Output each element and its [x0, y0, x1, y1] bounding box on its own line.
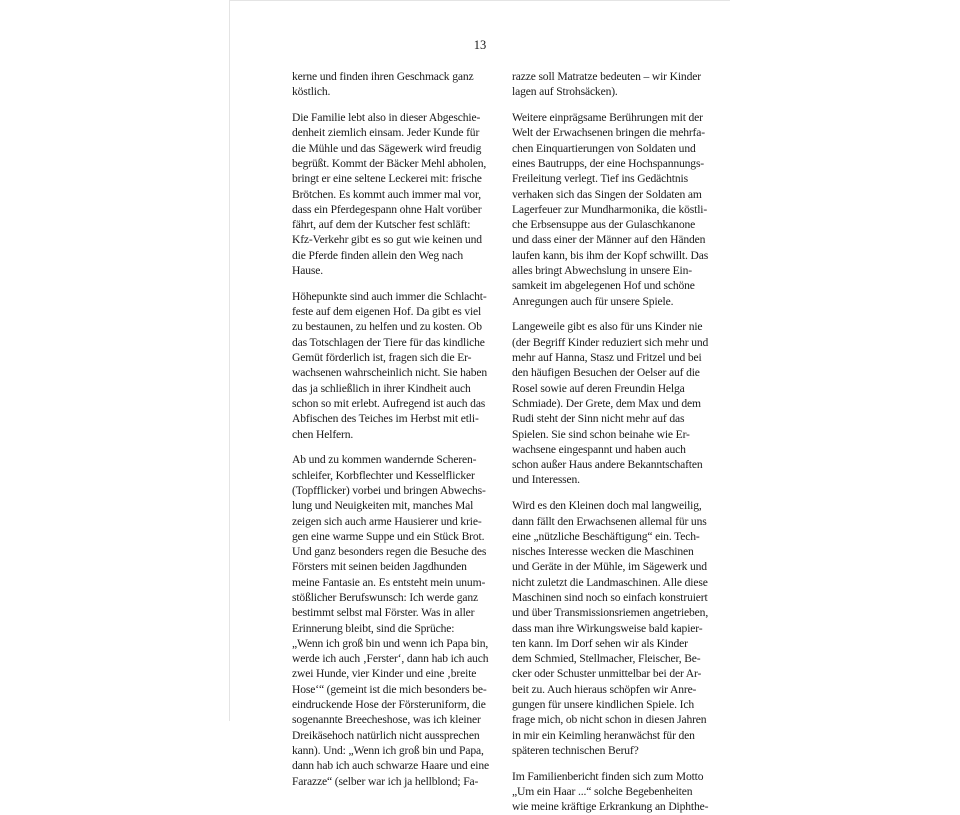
text-line: alles bringt Abwechslung in unsere Ein- — [512, 264, 692, 278]
text-line: lagen auf Strohsäcken). — [512, 85, 618, 99]
text-line: fährt, auf dem der Kutscher fest schläft: — [292, 218, 471, 232]
text-line: Farazze“ (selber war ich ja hellblond; Fa- — [292, 774, 479, 788]
text-line: wie meine kräftige Erkrankung an Diphthe- — [512, 800, 709, 814]
text-line: zwei Hunde, vier Kinder und eine ‚breite — [292, 667, 477, 681]
text-line: Försters mit seinen beiden Jagdhunden — [292, 560, 467, 574]
text-line: Lagerfeuer zur Mundharmonika, die köstli- — [512, 202, 708, 216]
paragraph — [512, 498, 708, 758]
text-line: und über Transmissionsriemen angetrieben, — [512, 606, 709, 620]
text-line: „Wenn ich groß bin und wenn ich Papa bin, — [292, 636, 489, 650]
text-line: köstlich. — [292, 85, 331, 99]
text-line: schon so mit erlebt. Aufregend ist auch das — [292, 396, 486, 410]
text-line: laufen kann, bis ihm der Kopf schwillt. Das — [512, 248, 709, 262]
paragraph — [512, 319, 708, 487]
text-line: frage mich, ob nicht schon in diesen Jahren — [512, 713, 707, 727]
text-line: dem Schmied, Stellmacher, Fleischer, Be- — [512, 652, 701, 666]
text-line: chen Einquartierungen von Soldaten und — [512, 141, 696, 155]
text-line: Abfischen des Teiches im Herbst mit etli- — [292, 412, 479, 426]
text-line: Weitere einprägsame Berührungen mit der — [512, 111, 703, 125]
text-line: sogenannte Breecheshose, was ich kleiner — [292, 713, 481, 727]
paragraph — [512, 769, 708, 815]
text-line: Gemüt förderlich ist, fragen sich die Er- — [292, 351, 472, 365]
text-line: feste auf dem eigenen Hof. Da gibt es viel — [292, 305, 482, 319]
text-line: schon außer Haus andere Bekanntschaften — [512, 458, 703, 472]
text-line: dann hab ich auch schwarze Haare und eine — [292, 759, 489, 773]
text-line: in mir ein Keimling heranwächst für den — [512, 728, 695, 742]
text-line: (der Begriff Kinder reduziert sich mehr und — [512, 335, 709, 349]
text-line: gen eine warme Suppe und ein Stück Brot. — [292, 529, 485, 543]
text-line: eine „nützliche Beschäftigung“ ein. Tech- — [512, 529, 700, 543]
text-line: Die Familie lebt also in dieser Abgeschie- — [292, 111, 481, 125]
text-line: Wird es den Kleinen doch mal langweilig, — [512, 499, 702, 513]
text-line: wachsene eingespannt und haben auch — [512, 442, 686, 456]
text-line: Hause. — [292, 264, 323, 278]
text-line: lung und Neuigkeiten mit, manches Mal — [292, 499, 474, 513]
text-line: dass ein Pferdegespann ohne Halt vorüber — [292, 202, 482, 216]
text-line: eindruckende Hose der Försteruniform, die — [292, 698, 486, 712]
text-line: Welt der Erwachsenen bringen die mehrfa- — [512, 126, 705, 140]
text-line: cker oder Schuster unmittelbar bei der Ar- — [512, 667, 702, 681]
text-line: begrüßt. Kommt der Bäcker Mehl abholen, — [292, 156, 487, 170]
text-line: Langeweile gibt es also für uns Kinder nie — [512, 320, 703, 334]
left-text-column — [292, 69, 487, 789]
text-line: stößlicher Berufswunsch: Ich werde ganz — [292, 591, 479, 604]
text-line: samkeit im abgelegenen Hof und schöne — [512, 279, 695, 293]
text-line: Dreikäsehoch natürlich nicht aussprechen — [292, 728, 480, 742]
text-line: Rosel sowie auf deren Freundin Helga — [512, 381, 685, 395]
text-line: „Um ein Haar ...“ solche Begebenheiten — [512, 785, 693, 799]
text-line: Erinnerung bleibt, sind die Sprüche: — [292, 621, 455, 635]
text-line: razze soll Matratze bedeuten – wir Kinder — [512, 70, 701, 83]
text-line: schleifer, Korbflechter und Kesselflicker — [292, 468, 475, 482]
text-line: werde ich auch ‚Ferster‘, dann hab ich auch — [292, 652, 489, 666]
right-text-column — [512, 69, 708, 815]
text-line: den häufigen Besuchen der Oelser auf die — [512, 366, 700, 380]
text-line: chen Helfern. — [292, 427, 354, 441]
text-line: dann fällt den Erwachsenen allemal für uns — [512, 514, 707, 528]
text-line: Maschinen sind noch so einfach konstruiert — [512, 591, 708, 604]
text-line: kerne und finden ihren Geschmack ganz — [292, 70, 474, 83]
text-line: das Totschlagen der Tiere für das kindliche — [292, 335, 485, 349]
text-line: beit zu. Auch hieraus schöpfen wir Anre- — [512, 682, 697, 696]
paragraph — [292, 110, 487, 278]
text-line: gungen für unsere kindlichen Spiele. Ich — [512, 698, 695, 712]
text-line: (Topfflicker) vorbei und bringen Abwechs- — [292, 483, 486, 497]
text-line: zeigen sich auch arme Hausierer und krie- — [292, 514, 482, 528]
text-line: bestimmt selbst mal Förster. Was in aller — [292, 606, 475, 620]
text-line: zu bestaunen, zu helfen und zu kosten. Ob — [292, 320, 482, 334]
text-line: mehr auf Hanna, Stasz und Fritzel und bei — [512, 351, 702, 365]
text-line: verhaken sich das Singen der Soldaten am — [512, 187, 702, 201]
document-page — [229, 0, 730, 814]
text-line: Höhepunkte sind auch immer die Schlacht- — [292, 289, 487, 303]
text-line: kann). Und: „Wenn ich groß bin und Papa, — [292, 743, 484, 757]
text-line: die Mühle und das Sägewerk wird freudig — [292, 141, 482, 155]
text-line: nisches Interesse wecken die Maschinen — [512, 545, 694, 559]
text-line: che Erbsensuppe aus der Gulaschkanone — [512, 218, 696, 232]
text-line: Brötchen. Es kommt auch immer mal vor, — [292, 187, 481, 201]
text-line: und Geräte in der Mühle, im Sägewerk und — [512, 560, 707, 574]
text-line: und Interessen. — [512, 473, 580, 487]
text-line: Freileitung verlegt. Tief ins Gedächtnis — [512, 172, 688, 186]
text-line: die Pferde finden allein den Weg nach — [292, 248, 464, 262]
text-line: Und ganz besonders regen die Besuche des — [292, 545, 487, 559]
paragraph — [512, 110, 708, 309]
text-line: dass man ihre Wirkungsweise bald kapier- — [512, 621, 703, 635]
text-line: Schmiade). Der Grete, dem Max und dem — [512, 396, 701, 410]
text-line: meine Fantasie an. Es entsteht mein unum- — [292, 575, 486, 589]
paragraph — [292, 69, 487, 100]
text-line: denheit ziemlich einsam. Jeder Kunde für — [292, 126, 480, 140]
text-line: Im Familienbericht finden sich zum Motto — [512, 769, 704, 783]
text-line: ten kann. Im Dorf sehen wir als Kinder — [512, 636, 688, 650]
paragraph — [292, 452, 487, 789]
text-line: Anregungen auch für unsere Spiele. — [512, 294, 674, 308]
paragraph — [512, 69, 708, 100]
text-line: wachsenen wahrscheinlich nicht. Sie haben — [292, 366, 488, 380]
text-line: Kfz-Verkehr gibt es so gut wie keinen und — [292, 233, 482, 247]
text-line: späteren technischen Beruf? — [512, 743, 639, 757]
paragraph — [292, 289, 487, 442]
text-line: eines Bautrupps, der eine Hochspannungs- — [512, 156, 705, 170]
text-line: das ja schließlich in ihrer Kindheit auch — [292, 381, 471, 395]
text-line: Hose‘“ (gemeint ist die mich besonders be- — [292, 682, 487, 696]
text-line: Spielen. Sie sind schon beinahe wie Er- — [512, 427, 690, 441]
text-line: Rudi steht der Sinn nicht mehr auf das — [512, 412, 685, 426]
text-line: nicht zuletzt die Landmaschinen. Alle diese — [512, 575, 708, 589]
text-line: bringt er eine seltene Leckerei mit: frische — [292, 172, 482, 186]
text-line: Ab und zu kommen wandernde Scheren- — [292, 453, 477, 467]
text-line: und dass einer der Männer auf den Händen — [512, 233, 706, 247]
page-number: 13 — [473, 38, 487, 52]
